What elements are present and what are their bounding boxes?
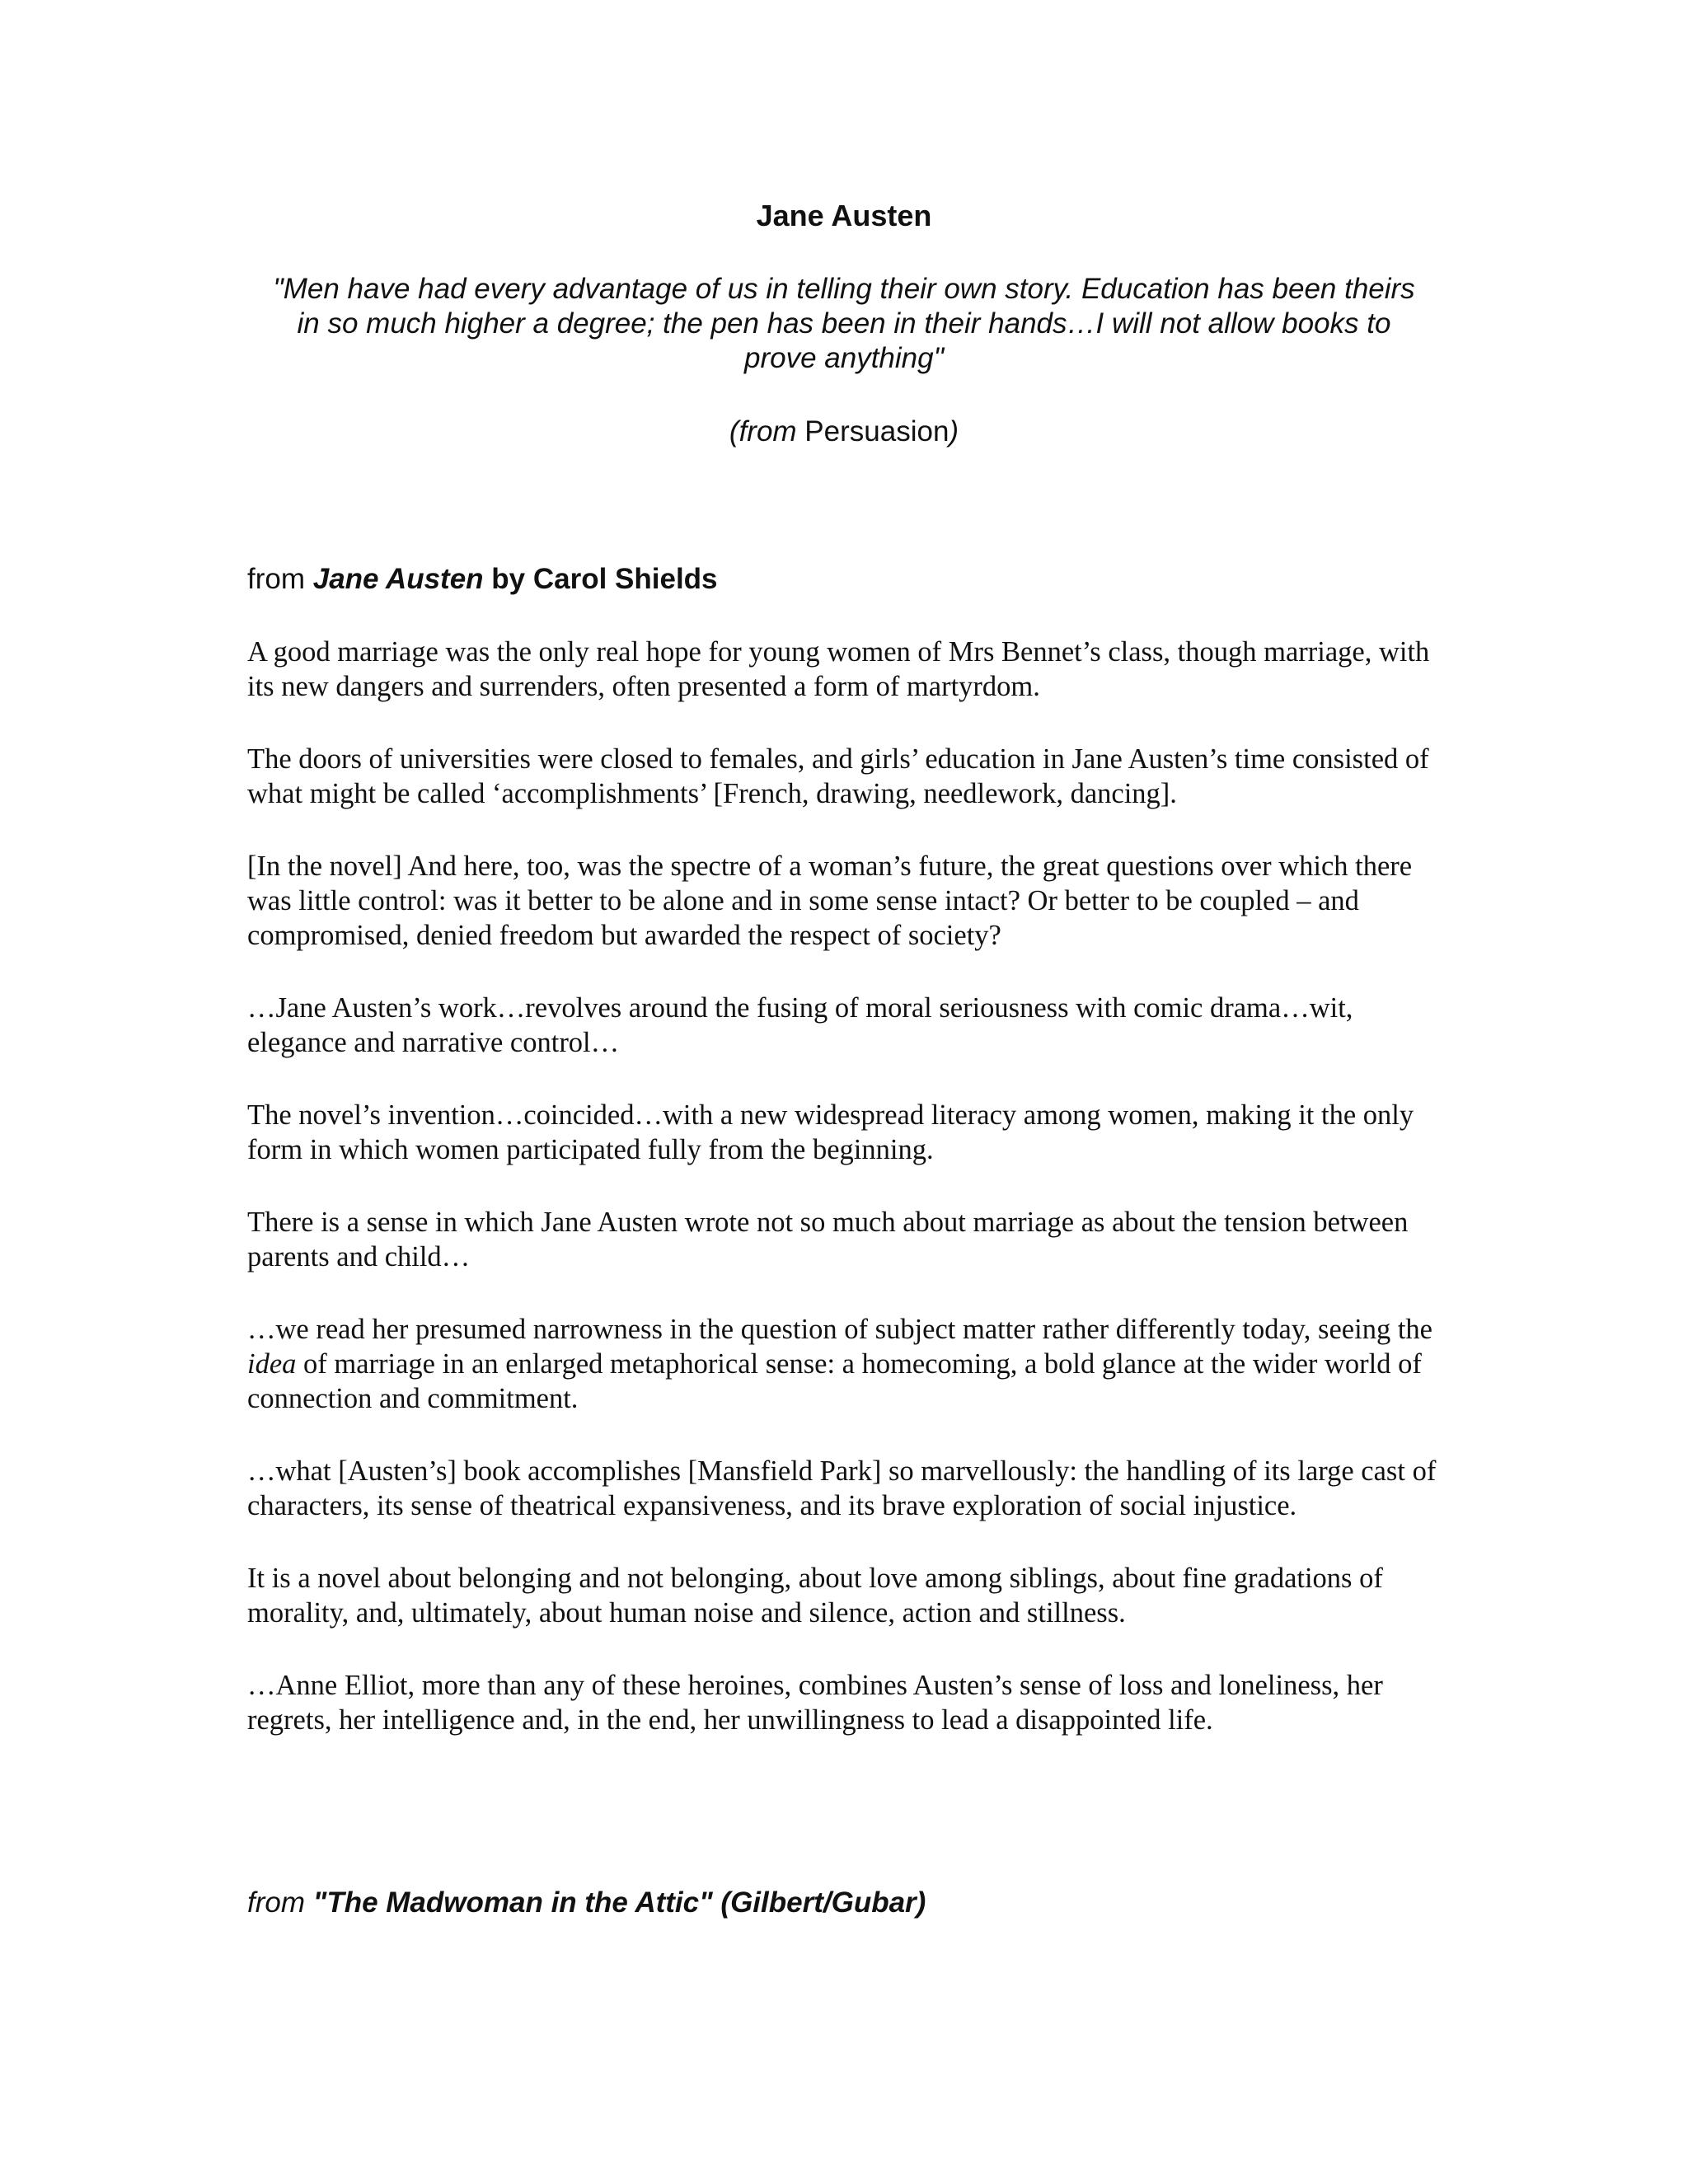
paragraph-7-emphasis: idea	[247, 1348, 297, 1380]
paragraph-7-end: of marriage in an enlarged metaphorical sense: a homecoming, a bold glance at the wider world of connection and commitment.	[247, 1348, 1422, 1414]
section-heading-from: from	[247, 563, 313, 595]
section-heading-from-2: from	[247, 1886, 313, 1919]
paragraph-10: …Anne Elliot, more than any of these heroines, combines Austen’s sense of loss and loneliness, her regrets, her intelligence and, in the end, her unwillingness to lead a disappointed life.	[247, 1670, 1383, 1736]
paragraph-1: A good marriage was the only real hope for young women of Mrs Bennet’s class, though marriage, with its new dangers and surrenders, often presented a form of martyrdom.	[247, 636, 1430, 702]
paragraph-2: The doors of universities were closed to females, and girls’ education in Jane Austen’s time consisted of what might be called ‘accomplishments’ [French, drawing, needlework, dancing].	[247, 743, 1429, 809]
section-heading-author: by Carol Shields	[483, 563, 718, 595]
paragraph-9: It is a novel about belonging and not belonging, about love among siblings, about fine gradations of morality, and, ultimately, about human noise and silence, action and stillness.	[247, 1563, 1383, 1629]
page-title: Jane Austen	[756, 199, 932, 232]
paragraph-3: [In the novel] And here, too, was the spectre of a woman’s future, the great questions over which there was little control: was it better to be alone and in some sense intact? Or better to be coupled – and compromised, denied freedom but awarded the respect of society?	[247, 851, 1413, 951]
paragraph-5: The novel’s invention…coincided…with a new widespread literacy among women, making it the only form in which women participated fully from the beginning.	[247, 1099, 1414, 1165]
paragraph-8: …what [Austen’s] book accomplishes [Mansfield Park] so marvellously: the handling of its large cast of characters, its sense of theatrical expansiveness, and its brave exploration of social injustice.	[247, 1455, 1437, 1521]
section-heading-book-title: Jane Austen	[312, 563, 484, 595]
epigraph-source-work: Persuasion	[796, 415, 950, 448]
section-heading-madwoman	[247, 1886, 926, 1920]
epigraph-source	[0, 415, 1688, 449]
paragraph-4: …Jane Austen’s work…revolves around the fusing of moral seriousness with comic drama…wit, elegance and narrative control…	[247, 992, 1353, 1058]
epigraph-source-open: (from	[729, 415, 797, 448]
paragraph-7	[247, 1312, 1451, 1416]
section-heading-shields	[247, 562, 718, 597]
epigraph-source-close: )	[949, 415, 959, 448]
paragraph-7-start: …we read her presumed narrowness in the question of subject matter rather differently today, seeing the	[247, 1314, 1432, 1345]
epigraph-quote: "Men have had every advantage of us in telling their own story. Education has been theirs in so much higher a degree; the pen has been in their hands…I will not allow books to prove anything"	[273, 273, 1415, 374]
paragraph-6: There is a sense in which Jane Austen wrote not so much about marriage as about the tension between parents and child…	[247, 1207, 1409, 1272]
excerpt-body	[247, 635, 1451, 1775]
section-heading-madwoman-title: "The Madwoman in the Attic" (Gilbert/Gubar)	[312, 1886, 926, 1919]
